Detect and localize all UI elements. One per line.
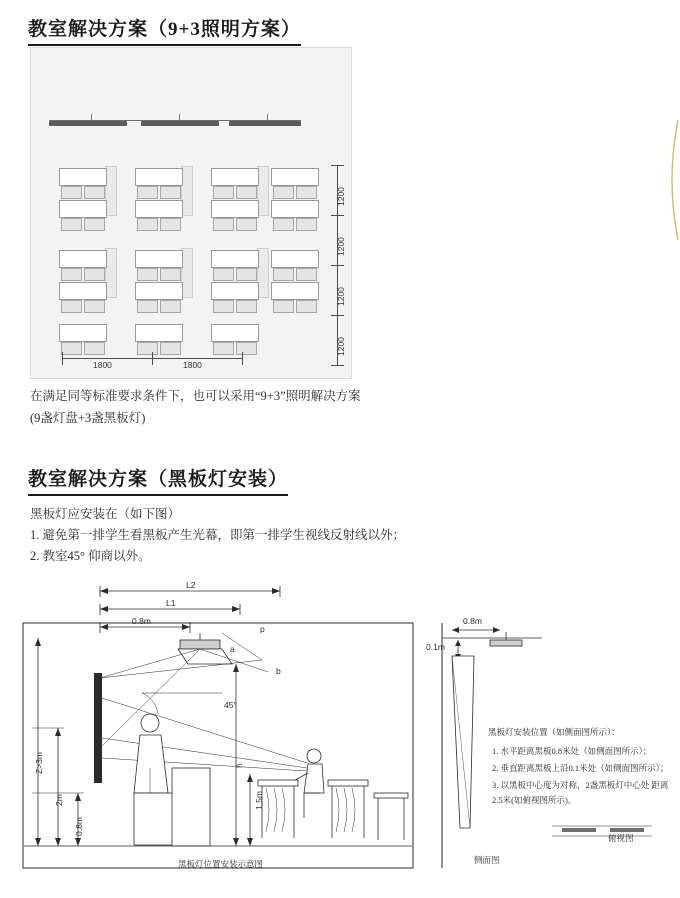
desk xyxy=(211,168,259,186)
desk xyxy=(135,324,183,342)
caption-top-view: 俯视图 xyxy=(608,833,634,843)
chair xyxy=(236,268,257,281)
point-label-a: a xyxy=(230,644,235,654)
desk xyxy=(211,200,259,218)
side-dimension-label-01m: 0.1m xyxy=(426,642,445,652)
caption-side-view: 侧面图 xyxy=(474,855,500,865)
chair xyxy=(84,186,105,199)
dimension-label-h: h xyxy=(234,763,244,768)
section2-item-1: 1. 避免第一排学生看黑板产生光幕，即第一排学生视线反射线以外； xyxy=(30,528,406,542)
lamp-drop-2 xyxy=(179,114,180,121)
chair xyxy=(160,300,181,313)
desk xyxy=(211,324,259,342)
dimension-label-L2: L2 xyxy=(186,580,196,590)
section2-item-2: 2. 教室45° 仰商以外。 xyxy=(30,549,151,563)
section1-paragraph-line1: 在满足同等标准要求条件下，也可以采用“9+3”照明解决方案 xyxy=(30,389,361,403)
chair xyxy=(296,218,317,231)
chair xyxy=(84,300,105,313)
chair xyxy=(296,300,317,313)
dimension-label-horizontal: 1800 xyxy=(183,360,202,370)
chair xyxy=(61,342,82,355)
desk xyxy=(59,282,107,300)
chair xyxy=(213,268,234,281)
lamp-drop-1 xyxy=(91,114,92,121)
chair xyxy=(160,268,181,281)
desk xyxy=(135,168,183,186)
chair xyxy=(213,300,234,313)
desk xyxy=(59,200,107,218)
section-title-lighting-plan-text: 教室解决方案（9+3照明方案） xyxy=(28,19,301,40)
chair xyxy=(236,218,257,231)
chair xyxy=(61,186,82,199)
dimension-tick xyxy=(331,215,344,216)
desk xyxy=(59,168,107,186)
chair xyxy=(273,300,294,313)
section1-paragraph-line2: (9盏灯盘+3盏黑板灯) xyxy=(30,411,146,425)
desk xyxy=(135,250,183,268)
dimension-label-08m-height: 0.8m xyxy=(74,817,84,836)
blackboard-lamp-1 xyxy=(49,121,127,126)
side-dimension-label-08m: 0.8m xyxy=(463,616,482,626)
dimension-label-vertical: 1200 xyxy=(336,337,346,356)
point-label-b: b xyxy=(276,666,281,676)
note-item: 1. 水平距离黑板0.8米处（如侧面图所示）； xyxy=(492,746,652,756)
classroom-plan-diagram xyxy=(30,47,352,379)
chair xyxy=(236,300,257,313)
desk xyxy=(59,324,107,342)
desk xyxy=(135,282,183,300)
desk xyxy=(271,200,319,218)
blackboard-lamp-2 xyxy=(141,121,219,126)
section-title-lighting-plan xyxy=(28,14,301,46)
dimension-label-vertical: 1200 xyxy=(336,287,346,306)
chair xyxy=(273,218,294,231)
chair xyxy=(84,218,105,231)
chair xyxy=(273,268,294,281)
chair xyxy=(296,186,317,199)
dimension-label-horizontal: 1800 xyxy=(93,360,112,370)
chair xyxy=(213,218,234,231)
chair xyxy=(137,342,158,355)
chair xyxy=(84,342,105,355)
lamp-drop-3 xyxy=(267,114,268,121)
desk xyxy=(211,250,259,268)
dimension-tick xyxy=(331,315,344,316)
section-title-blackboard-lamp-text: 教室解决方案（黑板灯安装） xyxy=(28,469,289,490)
caption-front-view: 黑板灯位置安装示意图 xyxy=(178,859,264,869)
dimension-label-L1: L1 xyxy=(166,598,176,608)
chair xyxy=(160,186,181,199)
dimension-tick xyxy=(242,352,243,365)
chair xyxy=(213,186,234,199)
blackboard-lamp-3 xyxy=(229,121,301,126)
chair xyxy=(213,342,234,355)
notes-title: 黑板灯安装位置（如侧面图所示）： xyxy=(488,727,620,737)
blackboard-lamp-elevation-diagram xyxy=(22,578,669,878)
note-item: 2. 垂直距离黑板上沿0.1米处（如侧面图所示）； xyxy=(492,763,669,773)
point-label-p: p xyxy=(260,624,265,634)
title-underline xyxy=(28,494,288,496)
dimension-tick xyxy=(331,265,344,266)
desk xyxy=(59,250,107,268)
dimension-label-vertical: 1200 xyxy=(336,187,346,206)
chair xyxy=(61,268,82,281)
desk xyxy=(271,168,319,186)
dimension-label-15m: 1.5m xyxy=(254,791,264,810)
note-item: 2.5米(如俯视图所示)。 xyxy=(492,795,577,805)
dimension-tick xyxy=(62,352,63,365)
desk xyxy=(271,282,319,300)
dimension-label-vertical: 1200 xyxy=(336,237,346,256)
chair xyxy=(160,218,181,231)
page-edge-curve xyxy=(664,120,680,240)
dimension-tick xyxy=(331,365,344,366)
chair xyxy=(137,186,158,199)
angle-label-45: 45° xyxy=(224,700,237,710)
chair xyxy=(273,186,294,199)
note-item: 3. 以黑板中心度为对称，2盏黑板灯中心处 距离 xyxy=(492,780,669,790)
chair xyxy=(84,268,105,281)
desk xyxy=(135,200,183,218)
desk xyxy=(211,282,259,300)
chair xyxy=(236,186,257,199)
desk xyxy=(271,250,319,268)
chair xyxy=(236,342,257,355)
chair xyxy=(61,300,82,313)
dimension-label-2m: 2m xyxy=(54,794,64,806)
section-title-blackboard-lamp xyxy=(28,464,288,496)
section2-intro: 黑板灯应安装在（如下图） xyxy=(30,507,181,521)
chair xyxy=(296,268,317,281)
dimension-label-z: Z>3m xyxy=(34,752,44,774)
chair xyxy=(61,218,82,231)
dimension-tick xyxy=(152,352,153,365)
chair xyxy=(160,342,181,355)
chair xyxy=(137,218,158,231)
chair xyxy=(137,300,158,313)
dimension-label-08m: 0.8m xyxy=(132,616,151,626)
dimension-tick xyxy=(331,165,344,166)
title-underline xyxy=(28,44,301,46)
chair xyxy=(137,268,158,281)
